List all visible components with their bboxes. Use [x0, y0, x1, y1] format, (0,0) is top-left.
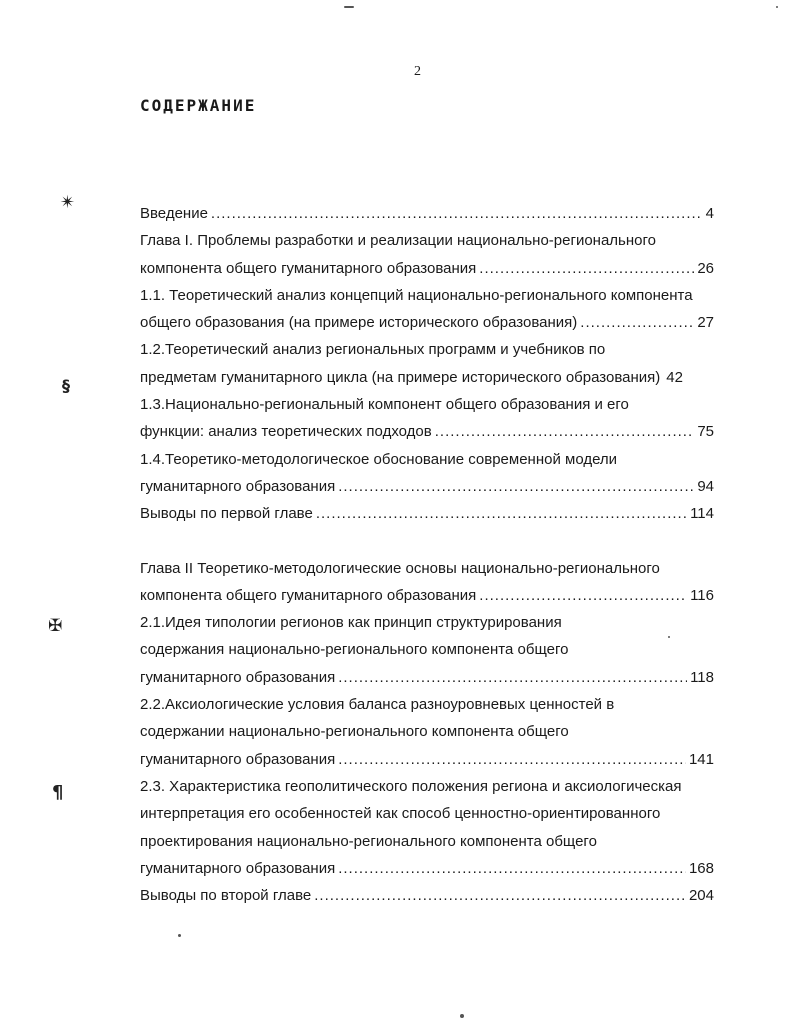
toc-entry-text: общего образования (на примере исторического образования) [140, 314, 578, 332]
toc-title: СОДЕРЖАНИЕ [140, 96, 257, 115]
toc-entry-line: 1.2.Теоретический анализ региональных программ и учебников по [140, 341, 606, 359]
scan-speck [460, 1014, 464, 1018]
toc-entry-last-line [140, 664, 714, 691]
toc-entry-line: содержании национально-регионального компонента общего [140, 723, 569, 741]
toc-page-number: 4 [705, 205, 714, 222]
toc-entry-line: 2.2.Аксиологические условия баланса разноуровневых ценностей в [140, 696, 615, 714]
toc-entry [140, 200, 714, 227]
toc-entry-last-line [140, 309, 714, 336]
dot-leader [338, 855, 686, 882]
toc-entry [140, 555, 714, 610]
toc-entry-text: гуманитарного образования [140, 859, 336, 877]
toc-entry-text: Выводы по первой главе [140, 505, 313, 523]
toc-entry [140, 773, 714, 882]
toc-entry-line: 1.4.Теоретико-методологическое обоснование современной модели [140, 450, 618, 468]
scan-mark: § [62, 376, 70, 395]
toc-entry-last-line [140, 855, 714, 882]
toc-entry-line: 2.1.Идея типологии регионов как принцип структурирования [140, 614, 562, 632]
toc-page-number: 75 [697, 423, 714, 441]
toc-entry-last-line [140, 200, 714, 227]
toc-entry-last-line [140, 500, 714, 527]
toc-entry [140, 227, 714, 282]
toc-entry [140, 336, 714, 391]
table-of-contents [140, 200, 714, 909]
toc-entry-last-line [140, 882, 714, 909]
toc-entry-line: 1.1. Теоретический анализ концепций национально-регионального компонента [140, 286, 693, 304]
toc-page-number: 204 [688, 887, 714, 905]
toc-entry-line: Глава II Теоретико-методологические основы национально-регионального [140, 559, 660, 577]
scan-speck [776, 6, 778, 8]
toc-entry [140, 609, 714, 691]
scan-speck [178, 934, 181, 937]
dot-leader [479, 582, 687, 609]
toc-entry-text: гуманитарного образования [140, 668, 336, 686]
dot-leader [580, 309, 694, 336]
toc-page-number: 141 [688, 750, 714, 768]
toc-page-number: 26 [697, 259, 714, 277]
toc-entry-line: 2.3. Характеристика геополитического положения региона и аксиологическая [140, 777, 682, 795]
dot-leader [316, 500, 687, 527]
toc-entry-last-line [140, 746, 714, 773]
dot-leader [338, 473, 694, 500]
dot-leader [479, 255, 694, 282]
toc-entry-line: содержания национально-регионального компонента общего [140, 641, 569, 659]
page-number: 2 [414, 64, 421, 79]
scan-speck [668, 636, 670, 638]
toc-entry-last-line [140, 364, 714, 391]
toc-entry-line: проектирования национально-регионального компонента общего [140, 832, 597, 850]
scan-mark: ✠ [48, 616, 63, 636]
toc-entry-text: функции: анализ теоретических подходов [140, 423, 432, 441]
scan-mark: ¶ [52, 782, 64, 803]
toc-page-number: 94 [697, 477, 714, 495]
toc-entry-last-line [140, 582, 714, 609]
toc-page-number: 114 [690, 505, 714, 523]
toc-page-number: 168 [688, 859, 714, 877]
toc-entry-text: Введение [140, 205, 208, 222]
toc-page-number: 27 [697, 314, 714, 332]
toc-page-number: 116 [690, 586, 714, 604]
toc-entry-line: 1.3.Национально-региональный компонент общего образования и его [140, 396, 629, 414]
toc-entry [140, 446, 714, 501]
dot-leader [338, 664, 687, 691]
toc-entry-text: Выводы по второй главе [140, 887, 312, 905]
toc-entry-line: интерпретация его особенностей как способ ценностно-ориентированного [140, 805, 661, 823]
dot-leader [211, 200, 703, 227]
toc-entry [140, 691, 714, 773]
scan-mark: ✴ [60, 192, 76, 213]
toc-entry-text: гуманитарного образования [140, 750, 336, 768]
toc-page-number: 42 [666, 368, 683, 386]
toc-entry [140, 500, 714, 527]
dot-leader [338, 746, 686, 773]
toc-entry-last-line [140, 473, 714, 500]
dot-leader [435, 418, 695, 445]
dot-leader [314, 882, 686, 909]
toc-entry-text: компонента общего гуманитарного образования [140, 259, 477, 277]
toc-entry-text: предметам гуманитарного цикла (на примере исторического образования) [140, 368, 661, 386]
toc-entry [140, 282, 714, 337]
toc-entry-last-line [140, 418, 714, 445]
toc-entry-text: компонента общего гуманитарного образования [140, 586, 477, 604]
toc-entry-line: Глава I. Проблемы разработки и реализации национально-регионального [140, 232, 656, 250]
toc-entry [140, 391, 714, 446]
toc-entry-text: гуманитарного образования [140, 477, 336, 495]
scan-speck [344, 6, 354, 8]
toc-page-number: 118 [690, 668, 714, 686]
toc-entry-last-line [140, 255, 714, 282]
toc-entry [140, 882, 714, 909]
